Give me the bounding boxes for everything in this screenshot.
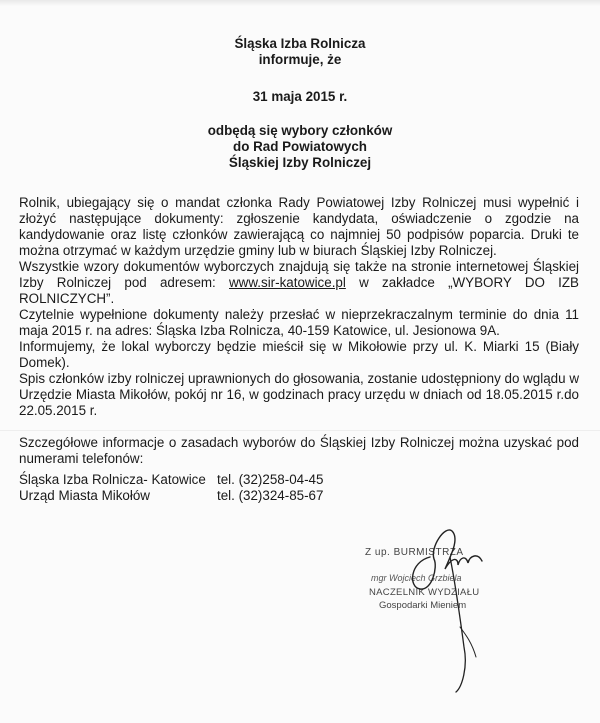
contact-list [19,472,579,504]
paragraph-voter-list: Spis członków izby rolniczej uprawnionych do głosowania, zostanie udostępniony do wglądu w Urzędzie Miasta Mikołów, pokój nr 16, w godzinach pracy urzędu w dniach od 18.05.2015 r.do 22.05.2015 r. [19,371,579,418]
signature-icon [390,517,510,697]
paragraph-gap [19,419,579,435]
contact-name: Śląska Izba Rolnicza- Katowice [19,472,206,487]
stamp-line-2: mgr Wojciech Grzbiela [371,573,462,583]
document-body [19,195,579,467]
templates-text-before: Wszystkie wzory dokumentów wyborczych znajdują się także na stronie internetowej Śląskiej Izby Rolniczej pod adresem: [19,259,579,290]
paragraph-templates [19,259,579,307]
election-date: 31 maja 2015 r. [252,89,348,104]
stamp-line-4: Gospodarki Mieniem [379,600,467,611]
subject-line-3: Śląskiej Izby Rolniczej [228,155,372,170]
contact-name: Urząd Miasta Mikołów [19,488,150,503]
website-link[interactable]: www.sir-katowice.pl [229,275,346,290]
stamp-line-1: Z up. BURMISTRZA [365,547,464,558]
stamp-line-3: NACZELNIK WYDZIAŁU [369,587,480,598]
contact-phone: tel. (32)324-85-67 [217,488,324,503]
paragraph-polling-place: Informujemy, że lokal wyborczy będzie mieścił się w Mikołowie przy ul. K. Miarki 15 (Biały Domek). [19,339,579,370]
paragraph-contact-info: Szczegółowe informacje o zasadach wyborów do Śląskiej Izby Rolniczej można uzyskać pod numerami telefonów: [19,435,579,466]
subject-line-2: do Rad Powiatowych [233,139,367,154]
subject-line-1: odbędą się wybory członków [207,123,393,138]
templates-text-after: w zakładce „WYBORY DO IZB ROLNICZYCH”. [19,275,579,306]
paragraph-requirements: Rolnik, ubiegający się o mandat członka Rady Powiatowej Izby Rolniczej musi wypełnić i złożyć następujące dokumenty: zgłoszenie kandydata, oświadczenie o zgodzie na kandydowanie oraz listę członków zawierającą co najmniej 50 podpisów poparcia. Druki te można otrzymać w każdym urzędzie gminy lub w biurach Śląskiej Izby Rolniczej. [19,195,579,258]
paragraph-deadline: Czytelnie wypełnione dokumenty należy przesłać w nieprzekraczalnym terminie do dnia 11 maja 2015 r. na adres: Śląska Izba Rolnicza, 40-159 Katowice, ul. Jesionowa 9A. [19,307,579,338]
header-organization: Śląska Izba Rolnicza [234,36,366,51]
contact-row [19,472,579,488]
paper-edge [0,0,600,6]
document-subject [0,123,600,171]
contact-row [19,488,579,504]
contact-phone: tel. (32)258-04-45 [217,472,324,487]
header-informs: informuje, że [258,52,342,67]
